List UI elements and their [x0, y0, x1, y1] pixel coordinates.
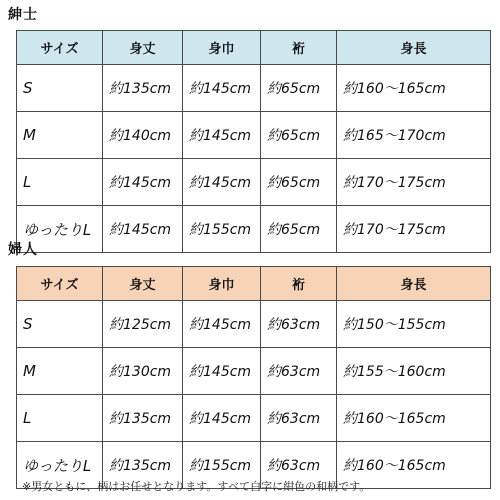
body-length-cell: 約145cm [103, 206, 183, 253]
size-cell: S [17, 301, 103, 348]
table-row [17, 348, 491, 395]
header-body-length: 身丈 [103, 267, 183, 301]
header-body-length: 身丈 [103, 31, 183, 65]
header-sleeve-length: 裄 [261, 31, 337, 65]
body-length-cell: 約140cm [103, 112, 183, 159]
men-size-table [16, 30, 491, 253]
header-height: 身長 [337, 31, 491, 65]
height-cell: 約160〜165cm [337, 65, 491, 112]
table-row [17, 301, 491, 348]
women-size-table [16, 266, 491, 489]
body-width-cell: 約155cm [183, 206, 261, 253]
body-length-cell: 約125cm [103, 301, 183, 348]
women-section-title: 婦人 [8, 242, 38, 258]
table-row [17, 112, 491, 159]
body-width-cell: 約145cm [183, 301, 261, 348]
header-height: 身長 [337, 267, 491, 301]
header-sleeve-length: 裄 [261, 267, 337, 301]
body-width-cell: 約145cm [183, 395, 261, 442]
height-cell: 約150〜155cm [337, 301, 491, 348]
body-width-cell: 約145cm [183, 159, 261, 206]
table-row [17, 395, 491, 442]
body-width-cell: 約145cm [183, 112, 261, 159]
sleeve-length-cell: 約65cm [261, 65, 337, 112]
sleeve-length-cell: 約65cm [261, 206, 337, 253]
men-section-title: 紳士 [8, 7, 38, 23]
header-size: サイズ [17, 267, 103, 301]
height-cell: 約170〜175cm [337, 206, 491, 253]
size-cell: L [17, 159, 103, 206]
table-row [17, 206, 491, 253]
body-length-cell: 約130cm [103, 348, 183, 395]
size-cell: M [17, 112, 103, 159]
height-cell: 約160〜165cm [337, 442, 491, 489]
body-width-cell: 約145cm [183, 65, 261, 112]
table-row [17, 159, 491, 206]
sleeve-length-cell: 約63cm [261, 442, 337, 489]
size-cell: ゆったりL [17, 206, 103, 253]
sleeve-length-cell: 約65cm [261, 159, 337, 206]
height-cell: 約170〜175cm [337, 159, 491, 206]
body-length-cell: 約135cm [103, 65, 183, 112]
header-body-width: 身巾 [183, 267, 261, 301]
size-cell: L [17, 395, 103, 442]
header-size: サイズ [17, 31, 103, 65]
size-cell: S [17, 65, 103, 112]
header-body-width: 身巾 [183, 31, 261, 65]
body-width-cell: 約145cm [183, 348, 261, 395]
size-cell: ゆったりL [17, 442, 103, 489]
size-cell: M [17, 348, 103, 395]
body-width-cell: 約155cm [183, 442, 261, 489]
sleeve-length-cell: 約63cm [261, 301, 337, 348]
footnote: ※男女ともに、柄はお任せとなります。すべて白字に紺色の和柄です。 [22, 480, 371, 493]
table-row [17, 65, 491, 112]
body-length-cell: 約135cm [103, 395, 183, 442]
sleeve-length-cell: 約63cm [261, 395, 337, 442]
men-header-row [17, 31, 491, 65]
height-cell: 約160〜165cm [337, 395, 491, 442]
women-header-row [17, 267, 491, 301]
sleeve-length-cell: 約65cm [261, 112, 337, 159]
body-length-cell: 約145cm [103, 159, 183, 206]
height-cell: 約165〜170cm [337, 112, 491, 159]
sleeve-length-cell: 約63cm [261, 348, 337, 395]
height-cell: 約155〜160cm [337, 348, 491, 395]
body-length-cell: 約135cm [103, 442, 183, 489]
